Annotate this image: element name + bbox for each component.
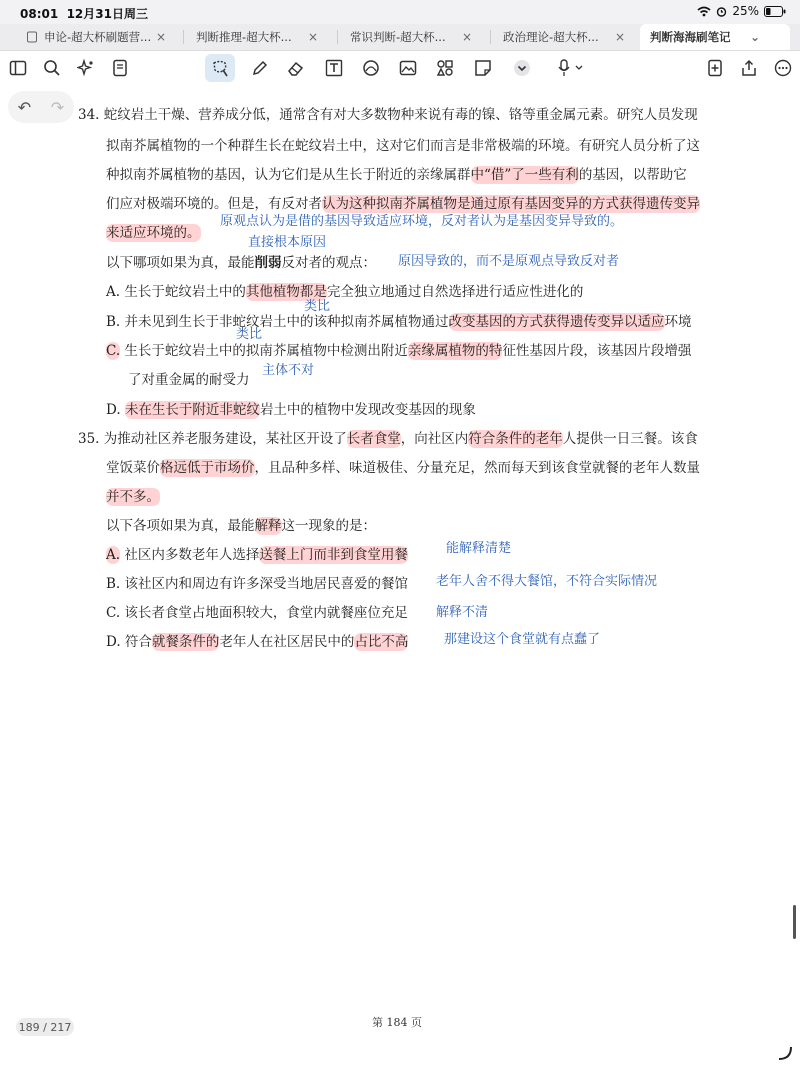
microphone-icon[interactable] (554, 56, 590, 80)
status-bar (0, 0, 800, 24)
scrollbar[interactable] (793, 905, 796, 939)
handwritten-note: 类比 (304, 299, 331, 314)
resize-handle-icon[interactable] (778, 1046, 792, 1060)
chevron-down-icon[interactable]: ⌄ (750, 30, 761, 44)
q35-line-1: 35. 为推动社区养老服务建设，某社区开设了长者食堂，向社区内符合条件的老年人提供一日三餐。该食 (78, 431, 698, 447)
highlight: 其他植物都是 (245, 284, 327, 300)
status-indicators (697, 4, 786, 18)
close-icon[interactable]: × (156, 30, 167, 44)
q35-line-2: 堂饭菜价格远低于市场价，且品种多样、味道极佳、分量充足，然而每天到该食堂就餐的老年人数量 (106, 460, 700, 476)
handwritten-note: 主体不对 (262, 363, 315, 378)
handwritten-note: 能解释清楚 (446, 541, 512, 556)
tab-label: 常识判断-超大杯... (350, 30, 446, 44)
q35-line-3 (106, 485, 160, 505)
q34-line-5 (106, 221, 201, 241)
lasso-select-icon[interactable] (205, 54, 235, 82)
handwritten-note: 类比 (236, 327, 263, 342)
q34-line-4: 们应对极端环境的。但是，有反对者认为这种拟南芥属植物是通过原有基因变异的方式获得遗传变异 (106, 196, 700, 212)
shapes-icon[interactable] (359, 56, 383, 80)
highlight: 并不多。 (106, 489, 160, 505)
close-icon[interactable]: × (308, 30, 319, 44)
highlight: 占比不高 (354, 634, 409, 650)
highlight: C. (106, 343, 121, 359)
tab-label: 判断推理-超大杯... (196, 30, 292, 44)
close-icon[interactable]: × (615, 30, 626, 44)
highlight: 解释 (254, 518, 282, 534)
tab-changshi[interactable] (350, 24, 472, 50)
highlight: 亲缘属植物的特 (407, 343, 503, 359)
elements-icon[interactable] (433, 56, 457, 80)
handwritten-note: 原因导致的，而不是原观点导致反对者 (398, 254, 620, 269)
highlight: 认为这种拟南芥属植物是通过原有基因变异的方式获得遗传变异 (322, 196, 700, 212)
highlight: 符合条件的老年 (468, 431, 563, 447)
q34-option-b: B. 并未见到生长于非蛇纹岩土中的该种拟南芥属植物通过改变基因的方式获得遗传变异以适应环境 (106, 314, 692, 330)
share-icon[interactable] (737, 56, 761, 80)
q35-option-b: B. 该社区内和周边有许多深受当地居民喜爱的餐馆 (106, 576, 409, 592)
highlight: 未在生长于附近非蛇纹 (124, 402, 260, 418)
q34-option-c-line2: 了对重金属的耐受力 (128, 372, 250, 388)
tab-label: 申论-超大杯刷题营... (44, 30, 152, 44)
sidebar-toggle-icon[interactable] (6, 56, 30, 80)
q34-stem: 以下哪项如果为真，最能削弱反对者的观点： (106, 255, 376, 271)
add-page-icon[interactable] (703, 56, 727, 80)
highlight: 来适应环境的。 (106, 225, 201, 241)
redo-icon[interactable]: ↷ (50, 97, 65, 117)
tab-divider (337, 30, 338, 44)
alarm-icon (716, 6, 727, 17)
tab-divider (490, 30, 491, 44)
q35-stem: 以下各项如果为真，最能解释这一现象的是： (106, 518, 376, 534)
undo-redo-group (8, 91, 74, 123)
more-options-icon[interactable] (771, 56, 795, 80)
highlight: 中“借”了一些有利 (470, 167, 579, 183)
tab-bar (0, 24, 800, 51)
highlight: 长者食堂 (346, 431, 401, 447)
battery-percent: 25% (732, 4, 759, 18)
q35-option-a: A. 社区内多数老年人选择送餐上门而非到食堂用餐 (106, 547, 408, 563)
page-number: 第 184 页 (372, 1016, 422, 1029)
notes-icon[interactable] (108, 56, 132, 80)
text-box-icon[interactable] (322, 56, 346, 80)
handwritten-note: 解释不清 (436, 605, 489, 620)
highlight: A. (106, 547, 121, 563)
q34-option-a: A. 生长于蛇纹岩土中的其他植物都是完全独立地通过自然选择进行适应性进化的 (106, 284, 584, 300)
q34-option-c: C. 生长于蛇纹岩土中的拟南芥属植物中检测出附近亲缘属植物的特征性基因片段，该基因片段增强 (106, 343, 692, 359)
tab-shenlun[interactable] (26, 24, 166, 50)
q34-line-3: 种拟南芥属植物的基因，认为它们是从生长于附近的亲缘属群中“借”了一些有利的基因，以帮助它 (106, 167, 687, 183)
battery-icon (764, 6, 786, 17)
tab-label: 判断海海刷笔记 (650, 30, 731, 44)
ai-sparkle-icon[interactable] (74, 56, 98, 80)
handwritten-note: 原观点认为是借的基因导致适应环境，反对者认为是基因变异导致的。 (220, 214, 624, 229)
tab-divider (183, 30, 184, 44)
image-icon[interactable] (396, 56, 420, 80)
wifi-icon (697, 6, 711, 17)
tab-label: 政治理论-超大杯... (503, 30, 599, 44)
status-time: 08:01 12月31日周三 (20, 7, 148, 21)
q34-line-1: 34. 蛇纹岩土干燥、营养成分低，通常含有对大多数物种来说有毒的镍、铬等重金属元素。研究人员发现 (78, 107, 698, 123)
q34-line-2: 拟南芥属植物的一个种群生长在蛇纹岩土中，这对它们而言是非常极端的环境。有研究人员分析了这 (106, 138, 700, 154)
handwritten-note: 直接根本原因 (248, 235, 327, 250)
search-icon[interactable] (40, 56, 64, 80)
highlight: 格远低于市场价 (160, 460, 255, 476)
tab-panduan[interactable] (196, 24, 318, 50)
eraser-icon[interactable] (284, 56, 308, 80)
tab-active-notes[interactable] (640, 24, 790, 50)
q34-option-d: D. 未在生长于附近非蛇纹岩土中的植物中发现改变基因的现象 (106, 402, 476, 418)
pen-icon[interactable] (248, 56, 272, 80)
highlight: 送餐上门而非到食堂用餐 (259, 547, 408, 563)
highlight: 改变基因的方式获得遗传变异以适应 (448, 314, 665, 330)
undo-icon[interactable]: ↶ (17, 97, 32, 117)
highlight: 就餐条件的 (151, 634, 220, 650)
q35-option-c: C. 该长者食堂占地面积较大，食堂内就餐座位充足 (106, 605, 408, 621)
more-tools-chevron-icon[interactable] (510, 56, 534, 80)
handwritten-note: 老年人舍不得大餐馆，不符合实际情况 (436, 574, 658, 589)
close-icon[interactable]: × (462, 30, 473, 44)
page-indicator[interactable]: 189 / 217 (16, 1018, 74, 1036)
q35-option-d: D. 符合就餐条件的老年人在社区居民中的占比不高 (106, 634, 409, 650)
document-icon (26, 31, 38, 43)
sticky-note-icon[interactable] (471, 56, 495, 80)
handwritten-note: 那建设这个食堂就有点蠢了 (444, 632, 601, 647)
tab-zhengzhi[interactable] (503, 24, 625, 50)
toolbar (0, 51, 800, 85)
